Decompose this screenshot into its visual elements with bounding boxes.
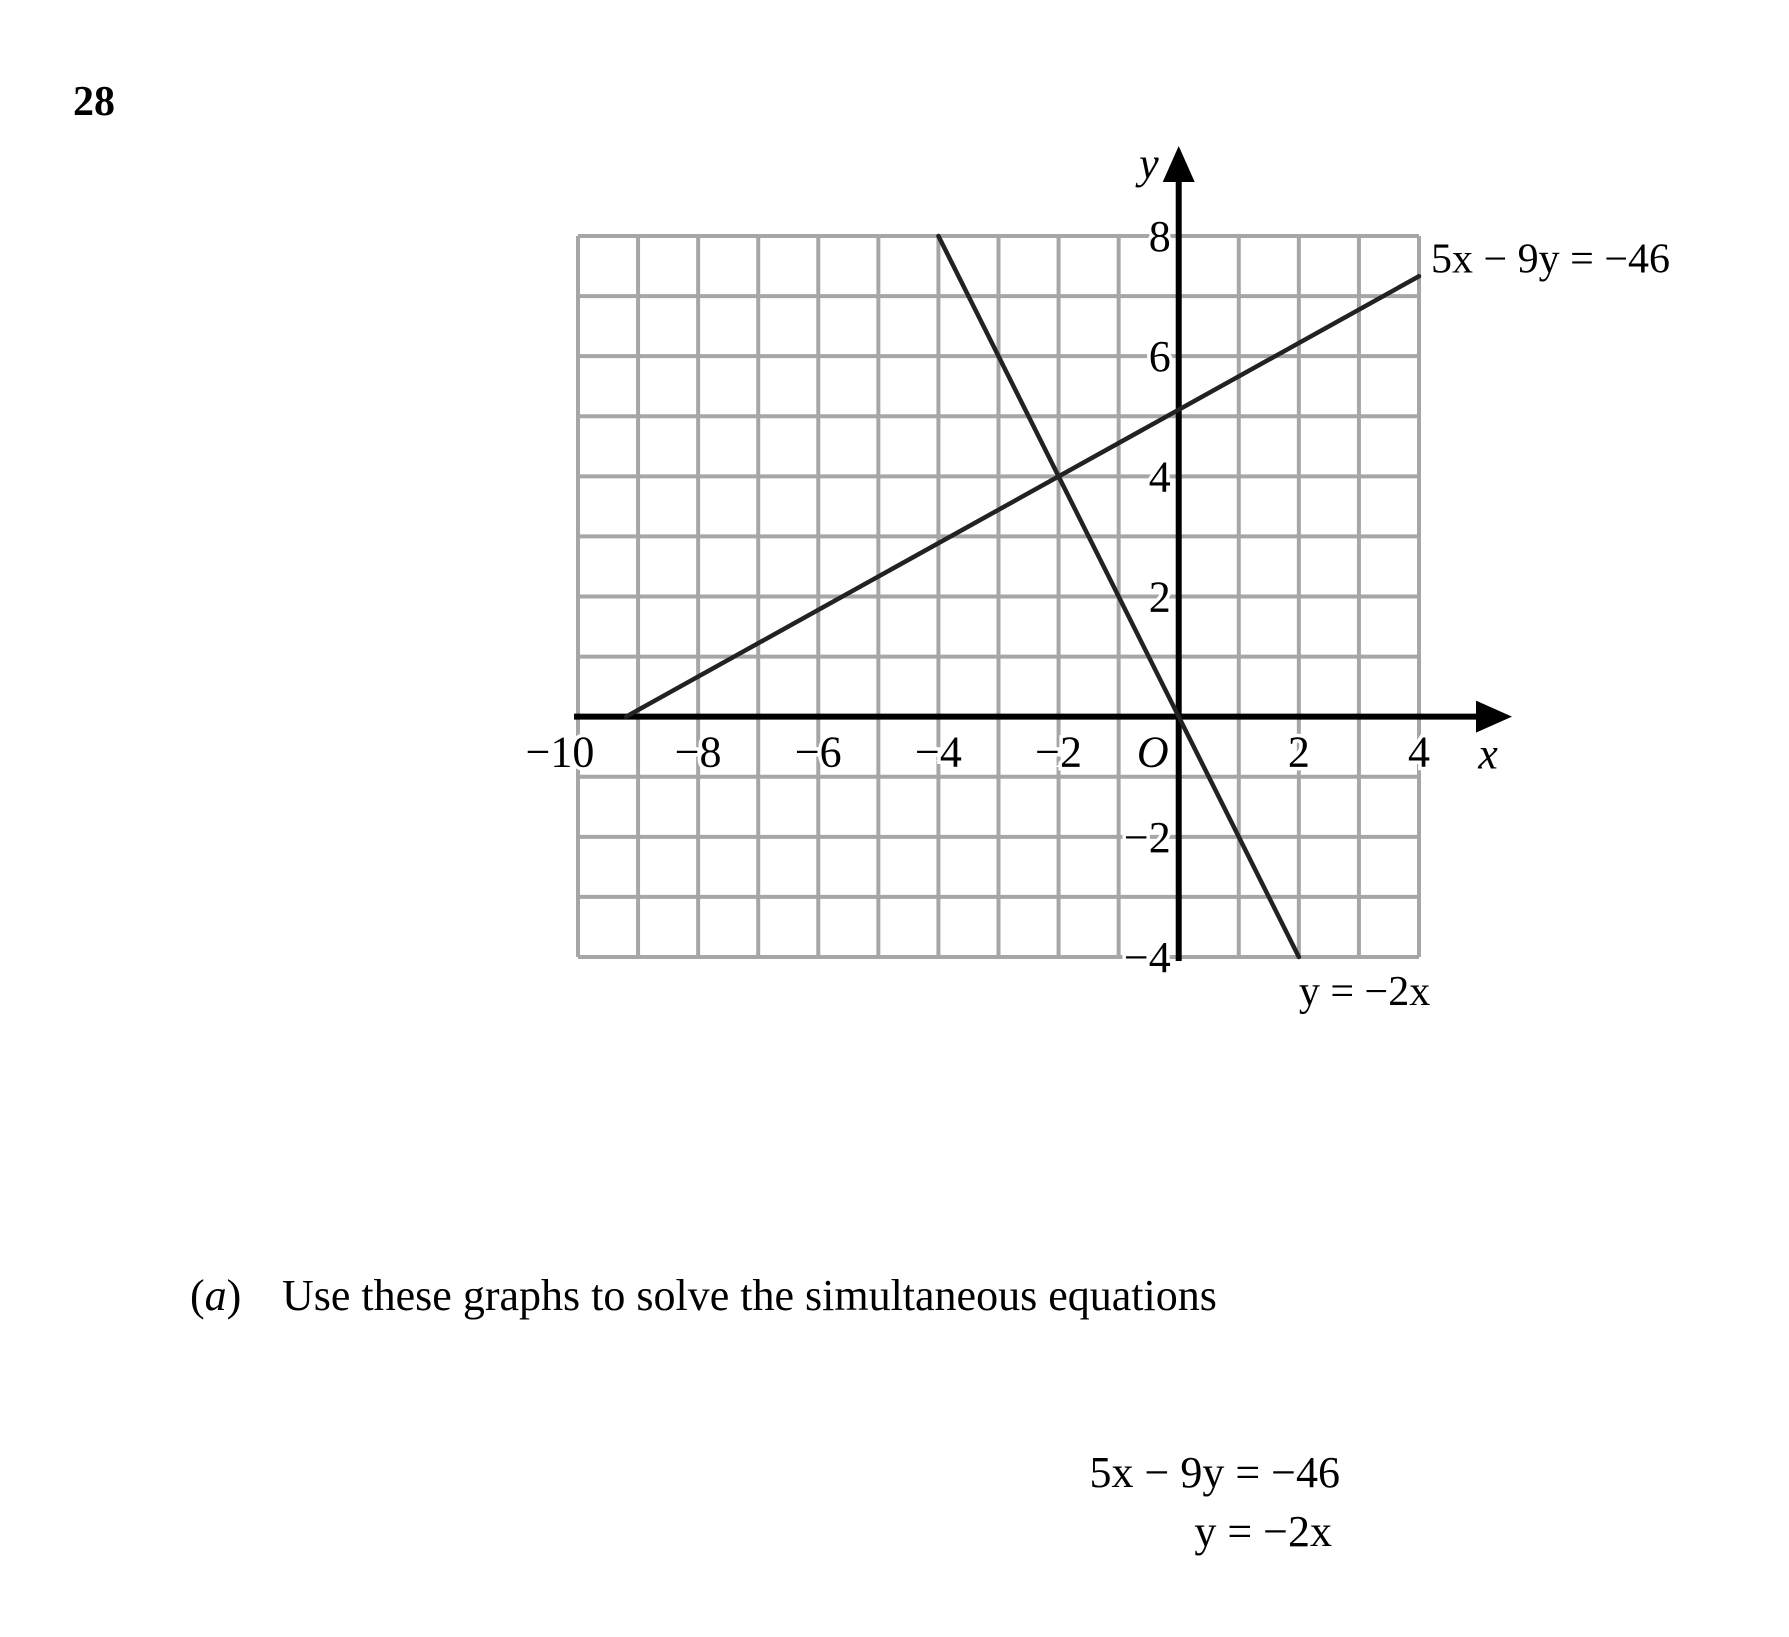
equation-1: 5x − 9y = −46 bbox=[1089, 1448, 1340, 1497]
question-number: 28 bbox=[73, 79, 115, 125]
x-tick-label: −6 bbox=[794, 727, 842, 777]
y-axis-arrow bbox=[1163, 146, 1195, 182]
origin-label: O bbox=[1136, 727, 1169, 777]
equation-2: y = −2x bbox=[1194, 1507, 1332, 1556]
y-tick-label: 8 bbox=[1148, 212, 1171, 261]
x-axis-label: x bbox=[1478, 729, 1498, 779]
y-axis-label: y bbox=[1139, 139, 1159, 188]
part-text: Use these graphs to solve the simultaneous equations bbox=[282, 1271, 1217, 1320]
x-tick-label: 2 bbox=[1287, 727, 1310, 777]
y-tick-label: −2 bbox=[1123, 812, 1171, 862]
series-label-2: y = −2x bbox=[1298, 969, 1431, 1015]
part-letter: (a) bbox=[190, 1271, 242, 1320]
x-tick-label: −10 bbox=[525, 727, 595, 777]
y-tick-label: −4 bbox=[1123, 933, 1171, 982]
y-tick-label: 4 bbox=[1148, 452, 1171, 502]
y-tick-label: 6 bbox=[1148, 332, 1171, 382]
x-tick-label: −8 bbox=[674, 727, 722, 777]
x-tick-label: −2 bbox=[1035, 727, 1082, 777]
question-part-a bbox=[190, 1270, 1217, 1321]
tick-labels bbox=[526, 139, 1499, 982]
series-label-1: 5x − 9y = −46 bbox=[1431, 236, 1671, 283]
x-tick-label: −4 bbox=[915, 727, 962, 777]
x-tick-label: 4 bbox=[1408, 727, 1430, 777]
x-axis-arrow bbox=[1476, 701, 1512, 733]
y-tick-label: 2 bbox=[1148, 572, 1171, 622]
